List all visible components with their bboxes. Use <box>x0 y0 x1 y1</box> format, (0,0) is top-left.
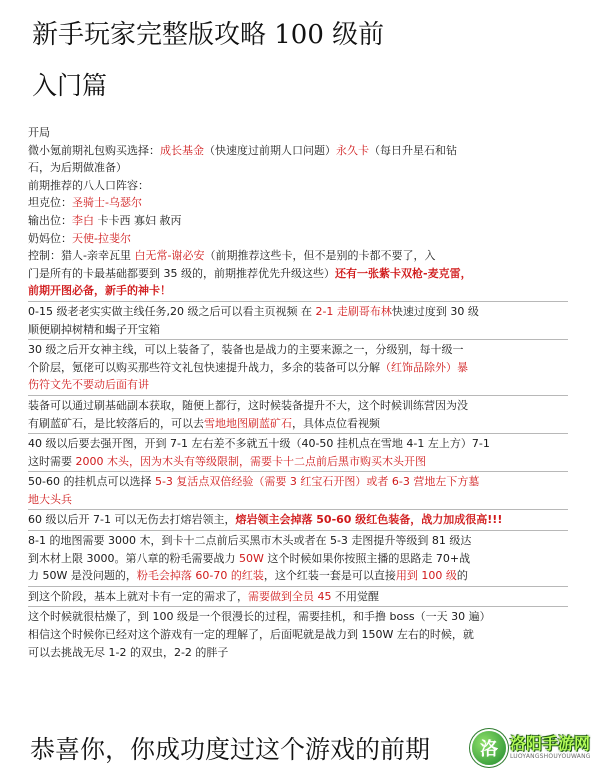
healer-line: 奶妈位：天使-拉斐尔 <box>28 231 131 245</box>
section-levels-60: 60 级以后开 7-1 可以无伤去打熔岩领主，熔岩领主会掉落 50-60 级红色装备，战力加成很高!!! <box>28 509 568 529</box>
watermark-sub: LUOYANGSHOUYOUWANG <box>510 753 591 760</box>
pack-line-1: 微小氪前期礼包购买选择：成长基金（快速度过前期人口问题）永久卡（每日升星石和钻 <box>28 143 457 157</box>
section-opening: 开局 <box>28 126 50 139</box>
guide-body <box>28 124 568 661</box>
section-card-stage: 到这个阶段，基本上就对卡有一定的需求了，需要做到全员 45 不用觉醒 <box>28 586 568 606</box>
doc-title: 新手玩家完整版攻略 100 级前 <box>32 20 385 50</box>
highlight-goblin: 2-1 走刷哥布林 <box>315 304 392 318</box>
highlight-growth-fund: 成长基金 <box>160 143 204 157</box>
control-line-2: 门是所有的卡最基础都要到 35 级的，前期推荐优先升级这些）还有一张紫卡双枪-麦克雷， <box>28 266 472 280</box>
doc-subtitle: 入门篇 <box>32 71 108 100</box>
section-levels-40: 40 级以后要去强开图，开到 7-1 左右差不多就五十级（40-50 挂机点在雪地 4-1 左上方）7-1 这时需要 2000 木头，因为木头有等级限制，需要卡十二点前后黑市购买木头开图 <box>28 433 568 470</box>
healer-card: 天使-拉斐尔 <box>72 231 131 245</box>
section-equipment: 装备可以通过刷基础副本获取，随便上都行，这时候装备提升不大，这个时候训练营因为没 有刷蓝矿石，是比较落后的，可以去雪地地图刷蓝矿石，具体点位看视频 <box>28 395 568 432</box>
tank-line: 坦克位：圣骑士-乌瑟尔 <box>28 196 142 210</box>
section-levels-15: 0-15 级老老实实做主线任务,20 级之后可以看主页视频 在 2-1 走刷哥布林快速过度到 30 级 顺便刷掉树精和蝎子开宝箱 <box>28 301 568 338</box>
section-levels-81: 8-1 的地图需要 3000 木，到卡十二点前后买黑市木头或者在 5-3 走图提升等级到 81 级达 到木材上限 3000。第八章的粉毛需要战力 50W 这个时候如果你按照主播的思路走 70+战 力 50W 是没问题的，粉毛会掉落 60-70 的红装，这个红装一套是可以直接用到 100 级的 <box>28 530 568 585</box>
highlight-snow-map: 雪地地图刷蓝矿石 <box>204 416 292 430</box>
highlight-permanent-card: 永久卡 <box>336 143 369 157</box>
section-to-100: 这个时候就很枯燥了，到 100 级是一个很漫长的过程，需要挂机，和手撸 boss（一天 30 遍） 相信这个时候你已经对这个游戏有一定的理解了，后面呢就是战力到 150W 左右的时候，就 可以去挑战无尽 1-2 的双虫，2-2 的胖子 <box>28 606 568 661</box>
lineup-title: 前期推荐的八人口阵容： <box>28 178 149 192</box>
logo-icon: 洛 <box>472 731 506 765</box>
control-card: 白无常-谢必安 <box>134 249 205 263</box>
dps-card: 李白 <box>72 213 94 227</box>
highlight-lava-lord: 熔岩领主会掉落 50-60 级红色装备，战力加成很高!!! <box>235 513 503 527</box>
tank-card: 圣骑士-乌瑟尔 <box>72 196 142 210</box>
watermark-logo <box>472 726 592 770</box>
watermark-main: 洛阳手游网 <box>510 734 591 753</box>
control-line-1: 控制：猎人-亲幸瓦里 白无常-谢必安（前期推荐这些卡，但不是别的卡都不要了，入 <box>28 249 436 263</box>
dps-line: 输出位：李白 卡卡西 寡妇 赦丙 <box>28 213 182 227</box>
section-levels-30: 30 级之后开女神主线，可以上装备了，装备也是战力的主要来源之一，分级别，每十级一 个阶层，氪佬可以购买那些符文礼包快速提升战力，多余的装备可以分解（红饰品除外）暴 伤符文先不要动后面有讲 <box>28 339 568 394</box>
control-line-3: 前期开图必备，新手的神卡！ <box>28 284 171 298</box>
pack-line-2: 石，为后期做准备） <box>28 161 127 175</box>
highlight-all-45: 需要做到全员 45 <box>248 589 332 603</box>
highlight-mccree: 还有一张紫卡双枪-麦克雷， <box>335 266 472 280</box>
highlight-wood: 2000 木头，因为木头有等级限制，需要卡十二点前后黑市购买木头开图 <box>75 454 426 468</box>
section-levels-50: 50-60 的挂机点可以选择 5-3 复活点双倍经验（需要 3 红宝石开图）或者 6-3 营地左下方墓 地大头兵 <box>28 471 568 508</box>
ending-text: 恭喜你，你成功度过这个游戏的前期 <box>30 735 431 764</box>
